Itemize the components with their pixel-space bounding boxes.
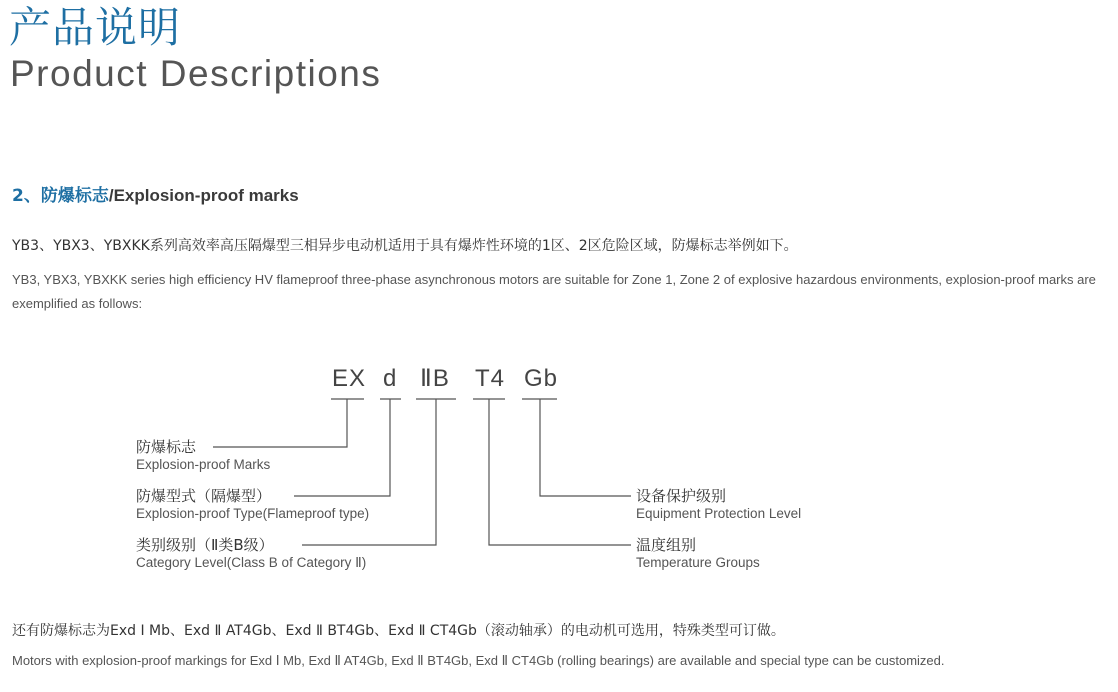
footer-note-cn: 还有防爆标志为Exd Ⅰ Mb、Exd Ⅱ AT4Gb、Exd Ⅱ BT4Gb、Exd Ⅱ CT4Gb（滚动轴承）的电动机可选用，特殊类型可订做。: [12, 623, 785, 639]
section-heading-en: /Explosion-proof marks: [108, 186, 299, 205]
page-title-cn: 产品说明: [9, 3, 182, 52]
mark-t4: T4: [475, 365, 506, 392]
footer-note-en: Motors with explosion-proof markings for Exd Ⅰ Mb, Exd Ⅱ AT4Gb, Exd Ⅱ BT4Gb, Exd Ⅱ CT4Gb (rolling bearings) are available and special type can be customized.: [12, 653, 945, 668]
connector-t4: [489, 399, 631, 545]
label-type-cn: 防爆型式（隔爆型）: [136, 487, 272, 505]
mark-d: d: [383, 365, 398, 392]
label-temp-en: Temperature Groups: [636, 555, 760, 570]
label-type-en: Explosion-proof Type(Flameproof type): [136, 506, 370, 521]
intro-paragraph-en: YB3, YBX3, YBXKK series high efficiency HV flameproof three-phase asynchronous motors are suitable for Zone 1, Zone 2 of explosive hazardous environments, explosion-proof marks are exemplified as follows:: [12, 272, 1096, 311]
mark-iib: ⅡB: [420, 365, 450, 392]
connector-gb: [540, 399, 631, 496]
mark-gb: Gb: [524, 365, 559, 392]
label-marks-cn: 防爆标志: [136, 438, 197, 456]
intro-paragraph-cn: YB3、YBX3、YBXKK系列高效率高压隔爆型三相异步电动机适用于具有爆炸性环境的1区、2区危险区域，防爆标志举例如下。: [12, 238, 798, 254]
label-marks-en: Explosion-proof Marks: [136, 457, 271, 472]
connector-iib: [302, 399, 436, 545]
mark-ex: EX: [332, 365, 367, 392]
label-temp-cn: 温度组别: [636, 536, 697, 554]
section-heading-cn: 2、防爆标志: [12, 186, 109, 206]
label-category-en: Category Level(Class B of Category Ⅱ): [136, 555, 367, 570]
label-category-cn: 类别级别（Ⅱ类B级）: [136, 536, 274, 554]
label-epl-cn: 设备保护级别: [636, 487, 727, 505]
label-epl-en: Equipment Protection Level: [636, 506, 802, 521]
connector-ex: [213, 399, 347, 447]
page-title-en: Product Descriptions: [10, 53, 382, 94]
